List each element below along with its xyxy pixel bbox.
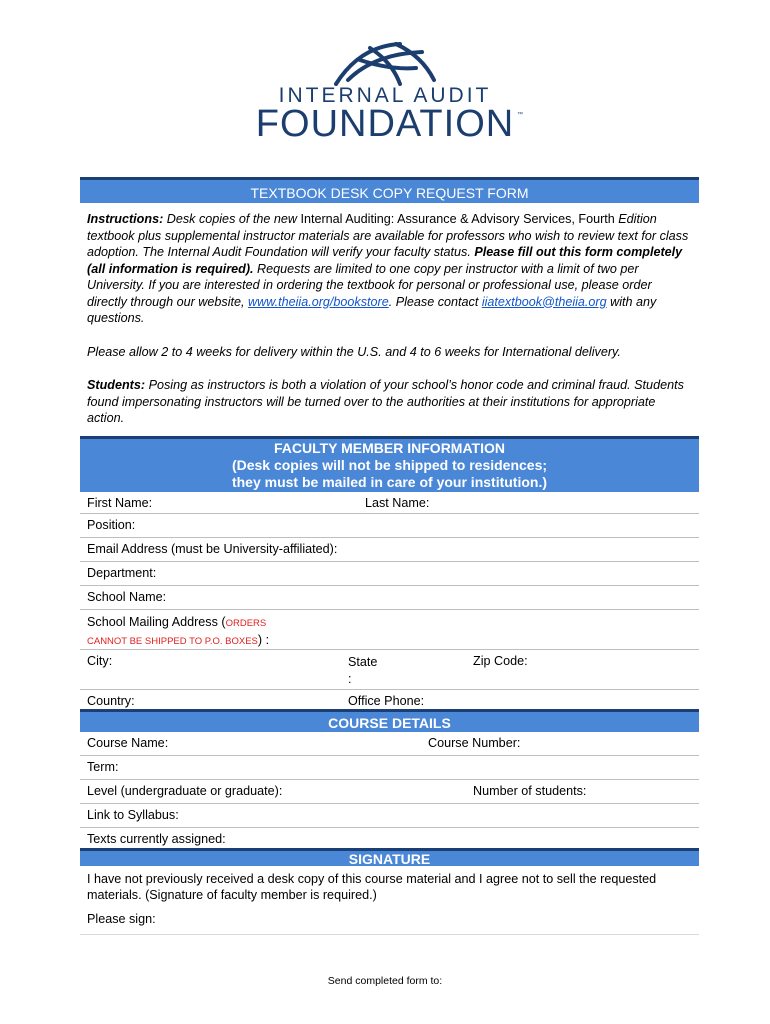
syllabus-row[interactable] bbox=[80, 804, 699, 828]
course-section-header: COURSE DETAILS bbox=[80, 709, 699, 732]
instructions-paragraph bbox=[87, 211, 692, 327]
school-name-label: School Name: bbox=[87, 589, 167, 604]
delivery-note: Please allow 2 to 4 weeks for delivery within the U.S. and 4 to 6 weeks for International delivery. bbox=[87, 344, 621, 359]
mailing-address-end: ) : bbox=[257, 632, 270, 647]
form-title: TEXTBOOK DESK COPY REQUEST FORM bbox=[80, 177, 699, 203]
signature-statement: I have not previously received a desk copy of this course material and I agree not to sell the requested materials. (Signature of faculty member is required.) bbox=[87, 871, 657, 902]
faculty-note-2: they must be mailed in care of your institution.) bbox=[231, 473, 548, 490]
instructions-text: with any questions. bbox=[87, 294, 657, 325]
city-label: City: bbox=[87, 653, 113, 668]
state-label-colon: : bbox=[348, 671, 352, 686]
signature-row[interactable] bbox=[80, 909, 699, 935]
term-row[interactable] bbox=[80, 756, 699, 780]
instructions-bold: Please fill out this form completely (all information is required). bbox=[87, 245, 683, 276]
country-label: Country: bbox=[87, 693, 135, 708]
footer-send-to: Send completed form to: bbox=[327, 975, 443, 987]
logo-line-2: FOUNDATION bbox=[255, 103, 515, 145]
syllabus-label: Link to Syllabus: bbox=[87, 807, 179, 822]
instructions-label: Instructions: bbox=[87, 212, 164, 226]
last-name-label: Last Name: bbox=[365, 495, 430, 510]
level-label: Level (undergraduate or graduate): bbox=[87, 783, 283, 798]
level-row[interactable] bbox=[80, 780, 699, 804]
state-label-text: State bbox=[348, 654, 378, 669]
mailing-address-label bbox=[87, 614, 269, 650]
email-label: Email Address (must be University-affiliated): bbox=[87, 541, 338, 556]
position-label: Position: bbox=[87, 517, 136, 532]
po-box-warning-1: ORDERS bbox=[225, 617, 267, 629]
students-paragraph bbox=[87, 377, 692, 427]
students-text: Posing as instructors is both a violation of your school’s honor code and criminal fraud. Students found impersonating instructors will be turned over to the authorities at their institutions for appropriate action. bbox=[87, 378, 684, 425]
instructions-text: . Please contact bbox=[388, 294, 482, 309]
mailing-address-text: School Mailing Address ( bbox=[87, 614, 226, 629]
faculty-note-1: (Desk copies will not be shipped to residences; bbox=[231, 456, 548, 473]
logo-line-1: INTERNAL AUDIT bbox=[278, 84, 492, 107]
po-box-warning-2: CANNOT BE SHIPPED TO P.O. BOXES bbox=[87, 635, 258, 647]
zip-label: Zip Code: bbox=[473, 653, 528, 668]
instructions-text: Requests are limited to one copy per instructor with a limit of two per University. If you are interested in ordering the textbook for personal or professional use, please order directly through our website, bbox=[87, 261, 652, 309]
foundation-logo bbox=[0, 0, 770, 175]
instructions-text: Desk copies of the new bbox=[163, 212, 301, 226]
mailing-address-row[interactable] bbox=[80, 610, 699, 650]
bookstore-link[interactable]: www.theiia.org/bookstore bbox=[248, 294, 389, 309]
please-sign-label: Please sign: bbox=[87, 911, 156, 926]
instructions-text: Edition textbook plus supplemental instructor materials are available for professors who wish to review text for class adoption. The Internal Audit Foundation will verify your faculty status. bbox=[87, 212, 689, 259]
name-row[interactable] bbox=[80, 492, 699, 514]
students-label: Students: bbox=[87, 378, 146, 392]
faculty-section-header bbox=[80, 436, 699, 492]
num-students-label: Number of students: bbox=[473, 783, 587, 798]
department-row[interactable] bbox=[80, 562, 699, 586]
email-link[interactable]: iiatextbook@theiia.org bbox=[481, 294, 607, 309]
office-phone-label: Office Phone: bbox=[348, 693, 425, 708]
city-state-zip-row[interactable] bbox=[80, 650, 699, 690]
course-number-label: Course Number: bbox=[428, 735, 521, 750]
position-row[interactable] bbox=[80, 514, 699, 538]
trademark-mark: ™ bbox=[517, 112, 523, 118]
email-row[interactable] bbox=[80, 538, 699, 562]
term-label: Term: bbox=[87, 759, 119, 774]
texts-assigned-row[interactable] bbox=[80, 828, 699, 848]
book-title: Internal Auditing: Assurance & Advisory Services, Fourth bbox=[300, 212, 615, 226]
globe-arc-icon bbox=[330, 40, 440, 86]
signature-section-header: SIGNATURE bbox=[80, 848, 699, 866]
course-name-label: Course Name: bbox=[87, 735, 169, 750]
school-name-row[interactable] bbox=[80, 586, 699, 610]
request-form bbox=[80, 177, 699, 935]
course-name-row[interactable] bbox=[80, 732, 699, 756]
texts-assigned-label: Texts currently assigned: bbox=[87, 831, 226, 846]
instructions-block bbox=[80, 203, 699, 427]
first-name-label: First Name: bbox=[87, 495, 153, 510]
state-label bbox=[348, 654, 377, 688]
department-label: Department: bbox=[87, 565, 157, 580]
country-phone-row[interactable] bbox=[80, 690, 699, 709]
faculty-title: FACULTY MEMBER INFORMATION bbox=[274, 439, 505, 456]
